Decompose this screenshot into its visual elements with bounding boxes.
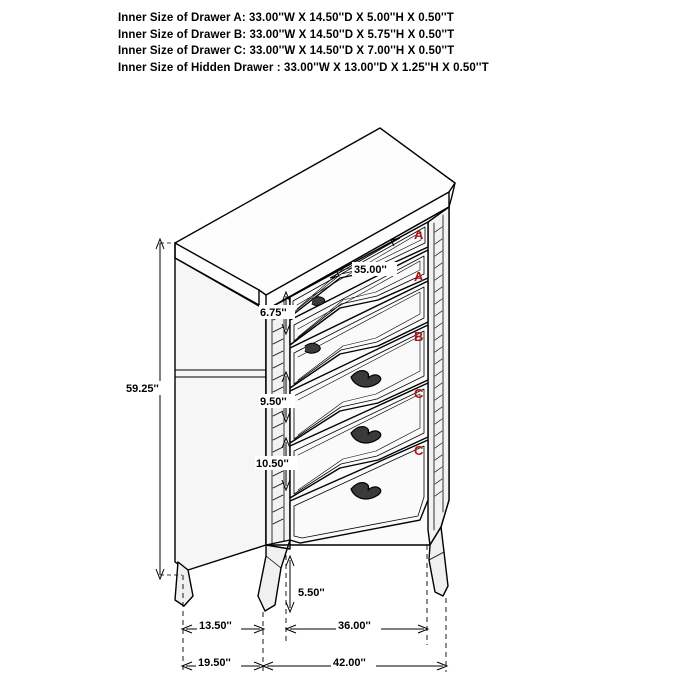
drawer-letter-a1: A [414,227,424,242]
chest-left-side-panel [175,258,266,606]
label-base-depth: 19.50'' [198,657,231,669]
drawer-letter-a2: A [414,269,424,284]
spec-line-drawer-c: Inner Size of Drawer C: 33.00''W X 14.50''D X 7.00''H X 0.50''T [118,45,455,57]
label-front-width: 36.00'' [338,620,371,632]
label-drawer-b-height: 9.50'' [260,396,287,408]
drawer-letter-b: B [414,329,424,344]
drawer-knob-b [305,343,320,353]
label-drawer-c-height: 10.50'' [256,458,289,470]
label-side-depth: 13.50'' [199,620,232,632]
label-top-depth: 35.00'' [354,264,387,276]
drawer-letter-c1: C [414,386,424,401]
spec-line-hidden-drawer: Inner Size of Hidden Drawer : 33.00''W X 13.00''D X 1.25''H X 0.50''T [118,61,489,74]
spec-line-drawer-a: Inner Size of Drawer A: 33.00''W X 14.50''D X 5.00''H X 0.50''T [118,12,454,24]
label-drawer-a-height: 6.75'' [260,307,287,319]
spec-line-drawer-b: Inner Size of Drawer B: 33.00''W X 14.50''D X 5.75''H X 0.50''T [118,28,455,41]
label-total-height: 59.25'' [126,383,159,395]
witness-lines [183,545,446,672]
dimension-leg-height [286,556,294,612]
label-base-width: 42.00'' [333,657,366,669]
label-leg-height: 5.50'' [298,587,325,599]
drawer-letter-c2: C [414,443,424,458]
